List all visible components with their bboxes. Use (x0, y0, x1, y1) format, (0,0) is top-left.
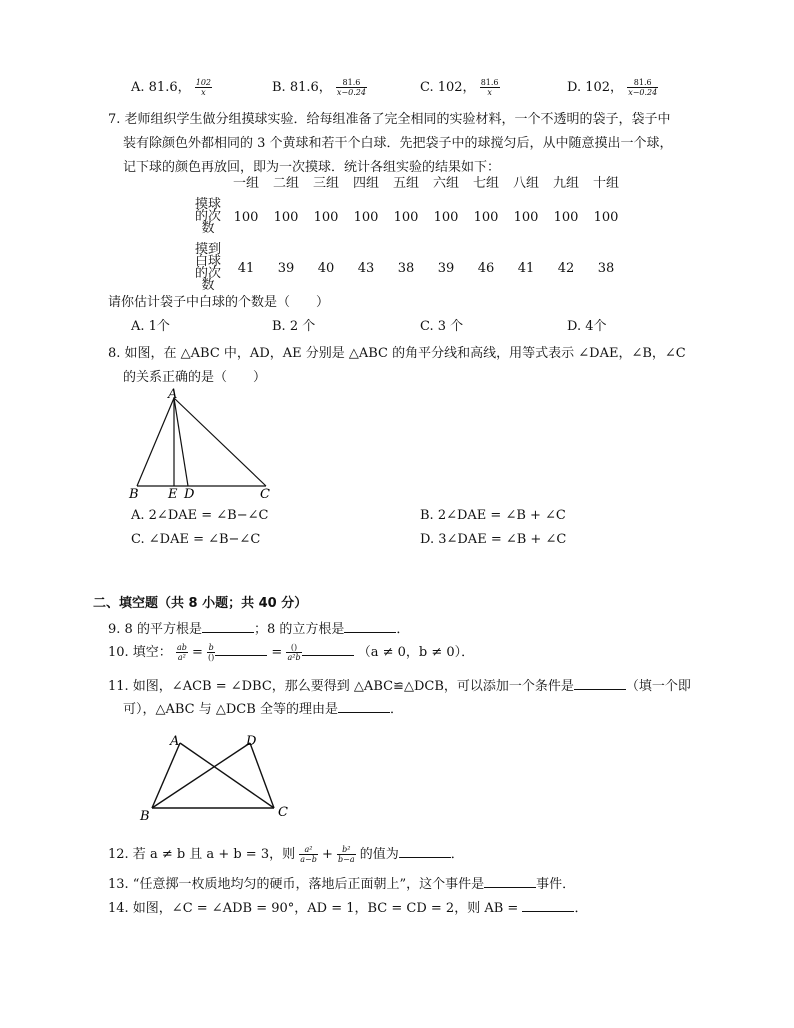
table-row: 摸球 的次 数 100 100 100 100 100 100 100 100 100 100 (190, 191, 626, 243)
q8-option-c: C. ∠DAE = ∠B−∠C (131, 532, 261, 547)
q6-option-a-fraction: $\frac{102}{x}$ (195, 78, 212, 97)
q8-triangle-figure (120, 388, 290, 504)
q7-option-d: D. 4个 (567, 319, 607, 334)
bisector-ad (174, 398, 188, 486)
answer-blank (215, 643, 267, 656)
q7-option-a: A. 1个 (131, 319, 170, 334)
group-header: 八组 (512, 176, 539, 191)
q6-option-d: D. 102， $\frac{81.6}{x-0.24}$ (567, 78, 658, 97)
side-ab (137, 398, 174, 486)
q9: 9. 8 的平方根是 ；8 的立方根是 ． (108, 622, 410, 637)
table-header-row (190, 172, 626, 191)
q12: 12. 若 a ≠ b 且 a + b = 3，则 $\frac{\text{a²}}{a-b}$ + $\frac{\text{b²}}{b-a}$ 的值为 ． (108, 845, 464, 864)
answer-blank (484, 875, 536, 888)
segment-dc (250, 743, 274, 808)
q8-line-1: 8. 如图，在 △ABC 中，AD，AE 分别是 △ABC 的角平分线和高线，用等式表示 ∠DAE，∠B，∠C (108, 346, 686, 361)
q6-option-b-fraction: $\frac{81.6}{x-0.24}$ (336, 78, 366, 97)
group-header: 五组 (392, 176, 419, 191)
label-b: B (140, 809, 150, 824)
table-row: 摸到 白球 的次 数 41 39 40 43 38 39 46 41 42 38 (190, 243, 626, 293)
q7-option-c: C. 3 个 (420, 319, 464, 334)
q8-option-a: A. 2∠DAE = ∠B−∠C (131, 508, 269, 523)
group-header: 二组 (272, 176, 299, 191)
label-d: D (246, 734, 257, 749)
label-a: A (170, 734, 180, 749)
row-label-draws: 摸球 的次 数 (194, 197, 221, 236)
group-header: 四组 (352, 176, 379, 191)
q11-figure (132, 728, 302, 824)
label-e: E (168, 487, 178, 502)
q8-option-d: D. 3∠DAE = ∠B + ∠C (420, 532, 567, 547)
q11-line-1: 11. 如图，∠ACB = ∠DBC，那么要得到 △ABC≌△DCB，可以添加一个条件是 （填一个即 (108, 679, 691, 694)
answer-blank (338, 700, 390, 713)
group-header: 三组 (312, 176, 339, 191)
q6-option-c-fraction: $\frac{81.6}{x}$ (480, 78, 499, 97)
q7-line-1: 7. 老师组织学生做分组摸球实验．给每组准备了完全相同的实验材料，一个不透明的袋子，袋子中 (108, 112, 671, 127)
q6-option-c: C. 102， $\frac{81.6}{x}$ (420, 78, 499, 97)
group-header: 七组 (472, 176, 499, 191)
q10: 10. 填空： $\frac{ab}{\text{a²}}$ = $\frac{b}{()}$ = $\frac{()}{\text{a²b}}$ （a ≠ 0，b ≠ 0）． (108, 643, 475, 662)
group-header: 一组 (232, 176, 259, 191)
q6-option-b: B. 81.6， $\frac{81.6}{x-0.24}$ (272, 78, 366, 97)
label-c: C (260, 487, 270, 502)
group-header: 六组 (432, 176, 459, 191)
q7-option-b: B. 2 个 (272, 319, 316, 334)
group-header: 十组 (592, 176, 619, 191)
label-b: B (129, 487, 139, 502)
q8-option-b: B. 2∠DAE = ∠B + ∠C (420, 508, 566, 523)
answer-blank (202, 620, 254, 633)
q7-line-2: 装有除颜色外都相同的 3 个黄球和若干个白球．先把袋子中的球搅匀后，从中随意摸出一个球， (123, 136, 673, 151)
segment-ac (180, 743, 274, 808)
group-header: 九组 (552, 176, 579, 191)
answer-blank (399, 845, 451, 858)
answer-blank (574, 677, 626, 690)
q13: 13. “任意掷一枚质地均匀的硬币，落地后正面朝上”，这个事件是 事件． (108, 877, 576, 892)
section-title: 二、填空题（共 8 小题；共 40 分） (93, 596, 308, 611)
q8-line-2: 的关系正确的是（ ） (123, 370, 267, 385)
answer-blank (302, 643, 354, 656)
q7-results-table (190, 172, 626, 293)
q6-option-a: A. 81.6， $\frac{102}{x}$ (131, 78, 212, 97)
q7-line-3: 记下球的颜色再放回，即为一次摸球．统计各组实验的结果如下： (123, 160, 501, 175)
label-c: C (278, 805, 288, 820)
answer-blank (344, 620, 396, 633)
side-ac (174, 398, 266, 486)
q6-option-d-fraction: $\frac{81.6}{x-0.24}$ (628, 78, 658, 97)
answer-blank (522, 899, 574, 912)
row-label-white: 摸到 白球 的次 数 (194, 242, 221, 293)
q7-question: 请你估计袋子中白球的个数是（ ） (108, 295, 330, 310)
q11-line-2: 可），△ABC 与 △DCB 全等的理由是 ． (123, 702, 403, 717)
q14: 14. 如图，∠C = ∠ADB = 90°，AD = 1，BC = CD = 2，则 AB = ． (108, 901, 588, 916)
label-d: D (184, 487, 195, 502)
label-a: A (168, 388, 178, 402)
